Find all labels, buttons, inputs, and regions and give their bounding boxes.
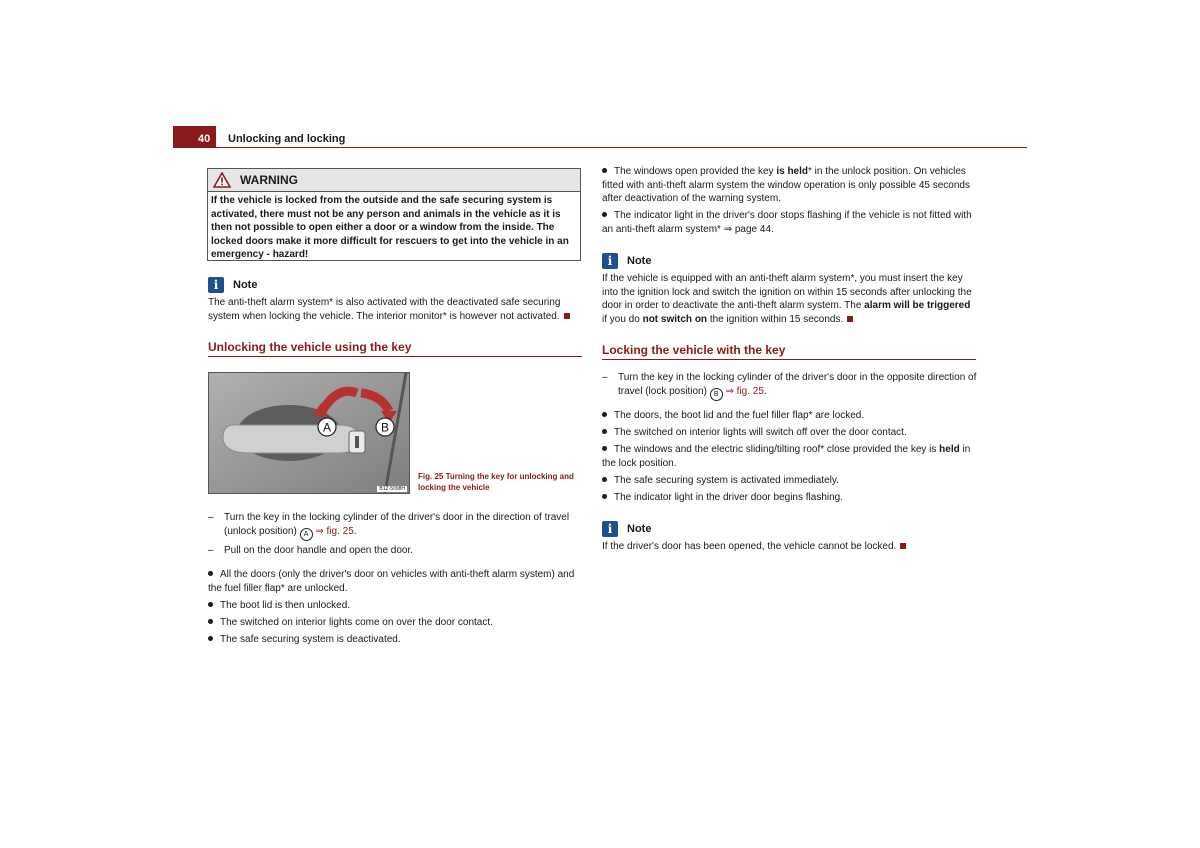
warning-title: WARNING — [240, 173, 298, 187]
door-handle-illustration — [209, 373, 409, 493]
list-item: The indicator light in the driver's door stops flashing if the vehicle is not fitted with an anti-theft alarm system* ⇒ page 44. — [602, 210, 972, 235]
step-unlock-2: – Pull on the door handle and open the door. — [208, 545, 414, 556]
note-heading: i Note — [602, 253, 651, 269]
info-icon: i — [208, 277, 224, 293]
list-item: The safe securing system is deactivated. — [208, 633, 582, 647]
warning-box — [207, 168, 581, 261]
section-heading-unlock: Unlocking the vehicle using the key — [208, 340, 582, 357]
step-unlock-1: – Turn the key in the locking cylinder of the driver's door in the direction of travel (unlock position) A ⇒ fig. 25. — [208, 511, 582, 541]
list-item: The indicator light in the driver door begins flashing. — [602, 491, 978, 505]
figure-label-b: B — [380, 420, 390, 435]
page-number: 40 — [198, 133, 211, 145]
list-item: The switched on interior lights come on over the door contact. — [208, 616, 582, 630]
end-marker-icon — [900, 543, 906, 549]
list-item: The switched on interior lights will switch off over the door contact. — [602, 426, 978, 440]
warning-text: If the vehicle is locked from the outside and the safe securing system is activated, there must not be any person and animals in the vehicle as it is then not possible to open either a door or a window from the inside. The locked doors make it more difficult for rescuers to get into the vehicle in an emergency - hazard! — [211, 195, 569, 260]
figure-door-handle — [208, 372, 410, 494]
marker-b: B — [710, 388, 723, 401]
end-marker-icon — [564, 313, 570, 319]
info-icon: i — [602, 521, 618, 537]
warning-header — [208, 169, 580, 192]
list-item: The boot lid is then unlocked. — [208, 599, 582, 613]
note-text: The anti-theft alarm system* is also activated with the deactivated safe securing system when locking the vehicle. The interior monitor* is however not activated. — [208, 296, 582, 323]
fig-ref-link[interactable]: ⇒ fig. 25 — [315, 525, 354, 537]
list-item: The windows and the electric sliding/tilting roof* close provided the key is held in the lock position. — [602, 444, 971, 469]
note-text: If the vehicle is equipped with an anti-theft alarm system*, you must insert the key into the ignition lock and switch the ignition on within 15 seconds after unlocking the door in order to deactivate the anti-theft alarm system. The alarm will be triggered if you do not switch on the ignition within 15 seconds. — [602, 273, 972, 325]
figure-label-a: A — [322, 420, 332, 435]
list-item: The windows open provided the key is held* in the unlock position. On vehicles fitted with anti-theft alarm system the window operation is only possible 45 seconds after deactivation of the warning system. — [602, 166, 970, 204]
header-rule — [173, 147, 1027, 148]
section-heading-lock: Locking the vehicle with the key — [602, 343, 976, 360]
note-heading: i Note — [602, 521, 651, 537]
list-item: All the doors (only the driver's door on vehicles with anti-theft alarm system) and the fuel filler flap* are unlocked. — [208, 569, 575, 594]
end-marker-icon — [847, 316, 853, 322]
figure-code: B1Z-5098H — [379, 486, 405, 492]
note-heading: i Note — [208, 277, 257, 293]
note-text: If the driver's door has been opened, the vehicle cannot be locked. — [602, 540, 978, 554]
list-item: The safe securing system is activated immediately. — [602, 474, 978, 488]
fig-ref-link[interactable]: ⇒ fig. 25 — [725, 385, 764, 397]
warning-triangle-icon — [213, 172, 231, 188]
page-title: Unlocking and locking — [228, 133, 346, 145]
figure-caption: Fig. 25 Turning the key for unlocking and locking the vehicle — [418, 472, 574, 492]
info-icon: i — [602, 253, 618, 269]
marker-a: A — [300, 528, 313, 541]
step-lock-1: – Turn the key in the locking cylinder of the driver's door in the opposite direction of travel (lock position) B ⇒ fig. 25. — [602, 371, 978, 401]
list-item: The doors, the boot lid and the fuel filler flap* are locked. — [602, 409, 978, 423]
